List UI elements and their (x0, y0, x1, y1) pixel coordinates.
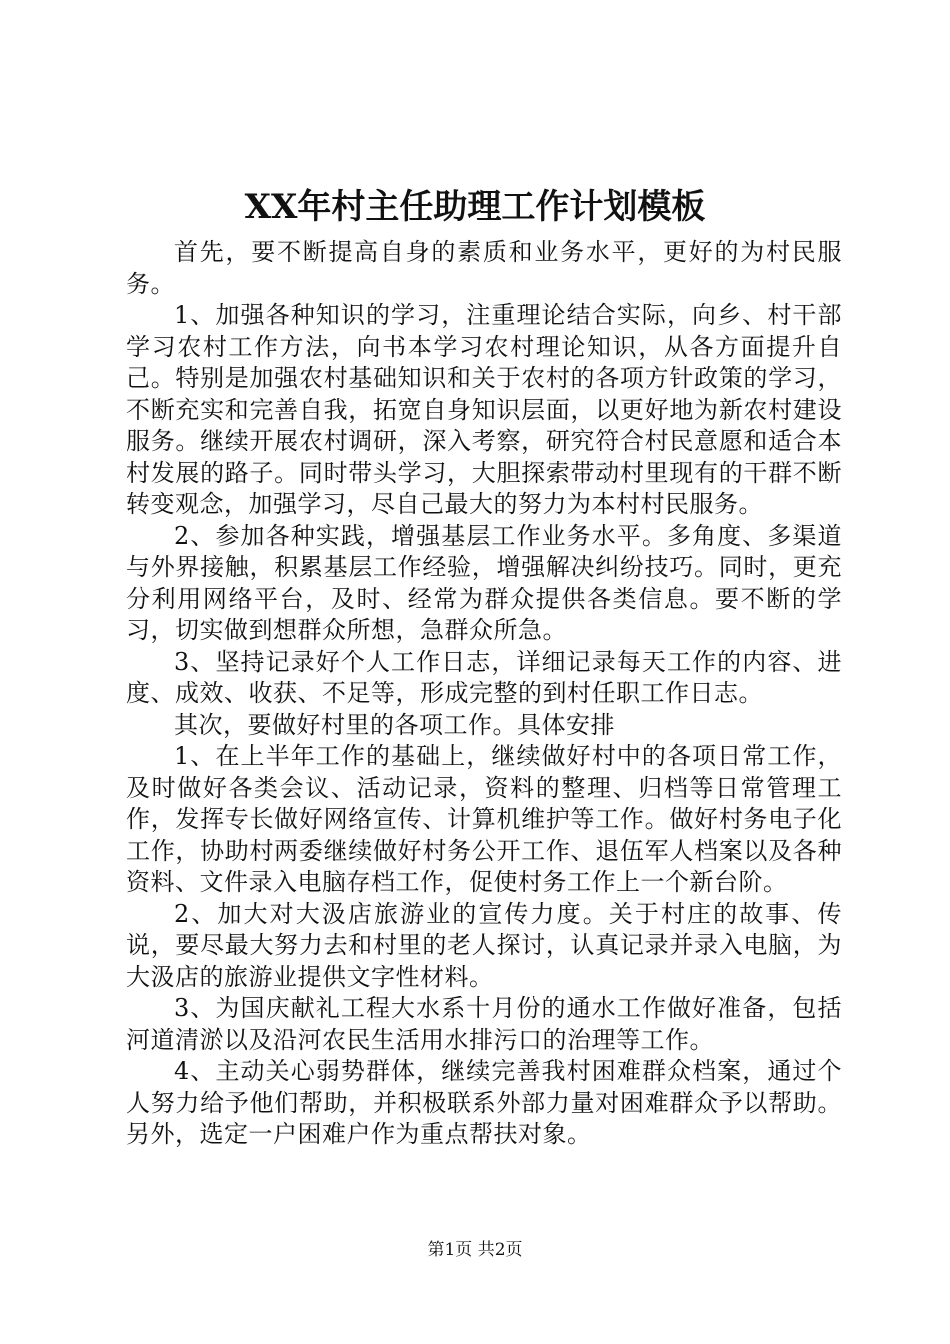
paragraph-task-1-routine: 1、在上半年工作的基础上，继续做好村中的各项日常工作，及时做好各类会议、活动记录，资料的整理、归档等日常管理工作，发挥专长做好网络宣传、计算机维护等工作。做好村务电子化工作，协助村两委继续做好村务公开工作、退伍军人档案以及各种资料、文件录入电脑存档工作，促使村务工作上一个新台阶。 (126, 742, 842, 896)
page-footer: 第1页 共2页 (427, 1240, 523, 1260)
paragraph-task-3-water: 3、为国庆献礼工程大水系十月份的通水工作做好准备，包括河道清淤以及沿河农民生活用水排污口的治理等工作。 (126, 994, 842, 1054)
paragraph-intro-first: 首先，要不断提高自身的素质和业务水平，更好的为村民服务。 (126, 238, 842, 298)
paragraph-task-2-tourism: 2、加大对大汲店旅游业的宣传力度。关于村庄的故事、传说，要尽最大努力去和村里的老人探讨，认真记录并录入电脑，为大汲店的旅游业提供文字性材料。 (126, 899, 842, 991)
paragraph-intro-second: 其次，要做好村里的各项工作。具体安排 (174, 710, 615, 739)
paragraph-item-3-journal: 3、坚持记录好个人工作日志，详细记录每天工作的内容、进度、成效、收获、不足等，形成完整的到村任职工作日志。 (126, 647, 842, 707)
document-body (126, 237, 842, 1151)
paragraph-item-2-practice: 2、参加各种实践，增强基层工作业务水平。多角度、多渠道与外界接触，积累基层工作经验，增强解决纠纷技巧。同时，更充分利用网络平台，及时、经常为群众提供各类信息。要不断的学习，切实做到想群众所想，急群众所急。 (126, 521, 842, 644)
document-title: XX年村主任助理工作计划模板 (244, 187, 706, 227)
paragraph-item-1-study: 1、加强各种知识的学习，注重理论结合实际，向乡、村干部学习农村工作方法，向书本学习农村理论知识，从各方面提升自己。特别是加强农村基础知识和关于农村的各项方针政策的学习，不断充实和完善自我，拓宽自身知识层面，以更好地为新农村建设服务。继续开展农村调研，深入考察，研究符合村民意愿和适合本村发展的路子。同时带头学习，大胆探索带动村里现有的干群不断转变观念，加强学习，尽自己最大的努力为本村村民服务。 (126, 301, 842, 518)
paragraph-task-4-vulnerable: 4、主动关心弱势群体，继续完善我村困难群众档案，通过个人努力给予他们帮助，并积极联系外部力量对困难群众予以帮助。另外，选定一户困难户作为重点帮扶对象。 (126, 1057, 842, 1148)
